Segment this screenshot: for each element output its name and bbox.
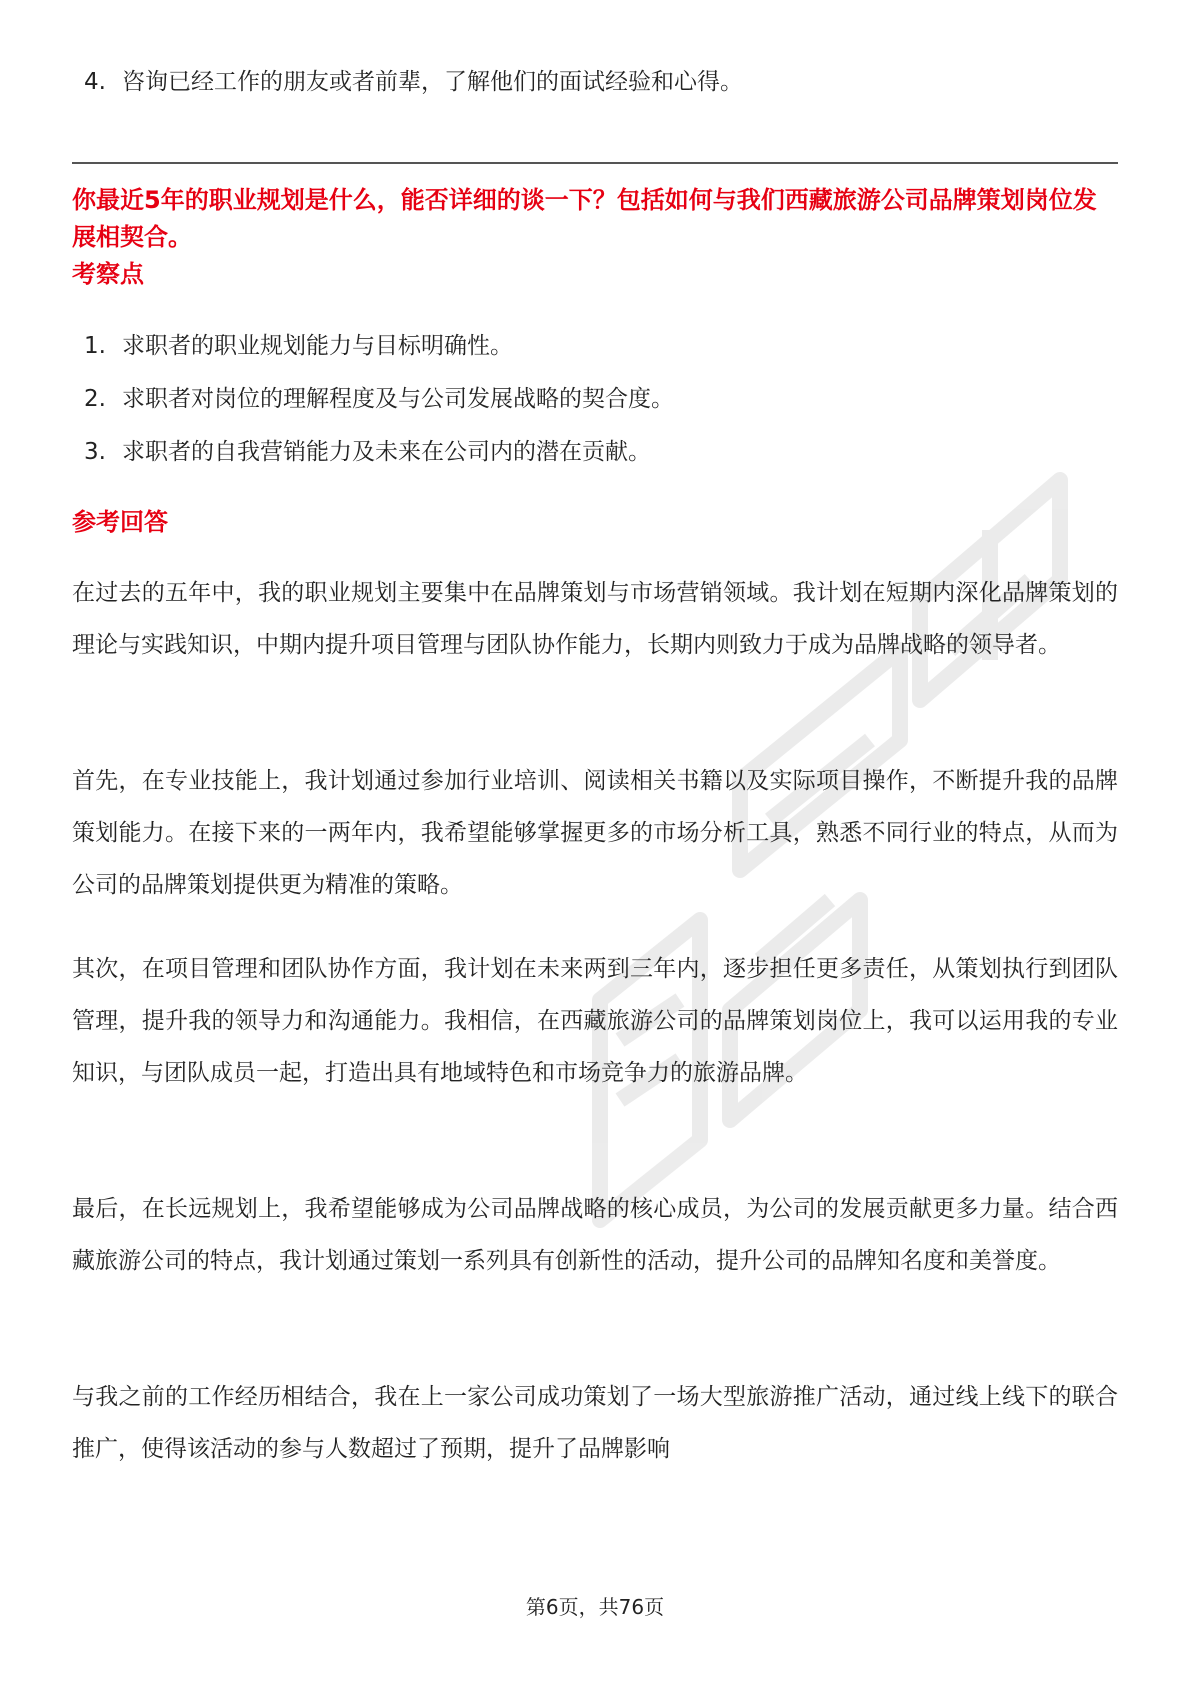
list-item-previous [84,62,743,102]
answer-paragraph-5: 与我之前的工作经历相结合，我在上一家公司成功策划了一场大型旅游推广活动，通过线上线下的联合推广，使得该活动的参与人数超过了预期，提升了品牌影响 [72,1384,1118,1462]
answer-paragraph-3: 其次，在项目管理和团队协作方面，我计划在未来两到三年内，逐步担任更多责任，从策划执行到团队管理，提升我的领导力和沟通能力。我相信，在西藏旅游公司的品牌策划岗位上，我可以运用我的专业知识，与团队成员一起，打造出具有地域特色和市场竞争力的旅游品牌。 [72,956,1118,1086]
list-item-text: 咨询已经工作的朋友或者前辈，了解他们的面试经验和心得。 [122,69,743,95]
assessment-item-2 [84,379,674,419]
assessment-heading: 考察点 [72,260,144,288]
list-item-text: 求职者对岗位的理解程度及与公司发展战略的契合度。 [122,386,674,412]
assessment-item-3 [84,432,651,472]
list-item-text: 求职者的自我营销能力及未来在公司内的潜在贡献。 [122,439,651,465]
answer-paragraph-4: 最后，在长远规划上，我希望能够成为公司品牌战略的核心成员，为公司的发展贡献更多力量。结合西藏旅游公司的特点，我计划通过策划一系列具有创新性的活动，提升公司的品牌知名度和美誉度。 [72,1196,1118,1274]
list-item-text: 求职者的职业规划能力与目标明确性。 [122,333,513,359]
section-divider [72,162,1118,164]
list-item-number: 4. [84,69,106,95]
page-footer: 第6页，共76页 [525,1595,665,1619]
list-item-number: 1. [84,333,106,359]
answer-paragraph-2: 首先，在专业技能上，我计划通过参加行业培训、阅读相关书籍以及实际项目操作，不断提升我的品牌策划能力。在接下来的一两年内，我希望能够掌握更多的市场分析工具，熟悉不同行业的特点，从而为公司的品牌策划提供更为精准的策略。 [72,768,1118,898]
answer-heading: 参考回答 [72,508,168,536]
interview-question: 你最近5年的职业规划是什么，能否详细的谈一下？包括如何与我们西藏旅游公司品牌策划岗位发展相契合。 [72,186,1097,251]
list-item-number: 2. [84,386,106,412]
answer-paragraph-1: 在过去的五年中，我的职业规划主要集中在品牌策划与市场营销领域。我计划在短期内深化品牌策划的理论与实践知识，中期内提升项目管理与团队协作能力，长期内则致力于成为品牌战略的领导者。 [72,580,1118,658]
assessment-item-1 [84,326,513,366]
list-item-number: 3. [84,439,106,465]
